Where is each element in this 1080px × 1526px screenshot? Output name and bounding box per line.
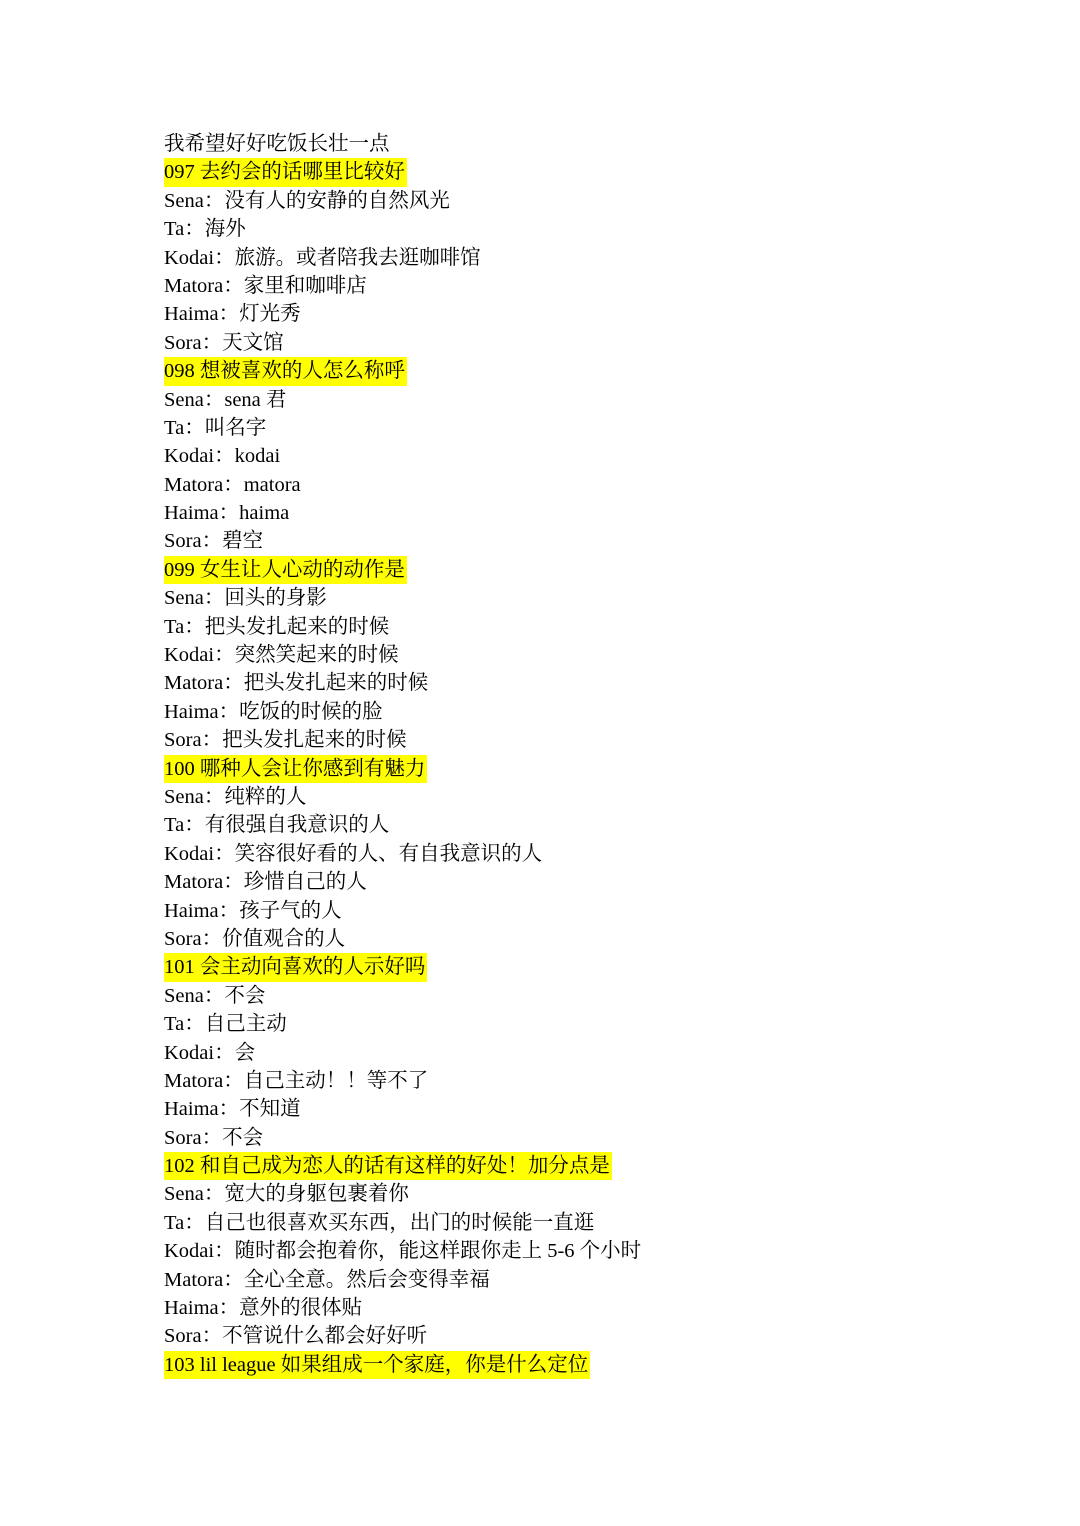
answer-text: Kodai：kodai bbox=[164, 445, 281, 468]
answer-line bbox=[164, 925, 1044, 953]
question-heading bbox=[164, 1152, 1044, 1180]
answer-line bbox=[164, 584, 1044, 612]
answer-line bbox=[164, 897, 1044, 925]
answer-text: Ta：有很强自我意识的人 bbox=[164, 814, 390, 837]
highlighted-question-text: 098 想被喜欢的人怎么称呼 bbox=[164, 357, 407, 385]
answer-line bbox=[164, 982, 1044, 1010]
answer-text: Sora：天文馆 bbox=[164, 331, 284, 354]
question-heading bbox=[164, 1351, 1044, 1379]
answer-line bbox=[164, 527, 1044, 555]
answer-text: Kodai：笑容很好看的人、有自我意识的人 bbox=[164, 842, 543, 865]
question-heading bbox=[164, 556, 1044, 584]
answer-line bbox=[164, 669, 1044, 697]
answer-text: 我希望好好吃饭长壮一点 bbox=[164, 133, 390, 155]
answer-text: Sora：把头发扎起来的时候 bbox=[164, 729, 407, 752]
answer-line bbox=[164, 471, 1044, 499]
answer-text: Sena：没有人的安静的自然风光 bbox=[164, 189, 450, 212]
answer-line bbox=[164, 811, 1044, 839]
answer-line bbox=[164, 641, 1044, 669]
highlighted-question-text: 097 去约会的话哪里比较好 bbox=[164, 158, 407, 186]
question-heading bbox=[164, 357, 1044, 385]
answer-text: Ta：叫名字 bbox=[164, 416, 267, 439]
highlighted-question-text: 099 女生让人心动的动作是 bbox=[164, 556, 407, 584]
answer-line bbox=[164, 840, 1044, 868]
answer-line bbox=[164, 698, 1044, 726]
answer-text: Haima：灯光秀 bbox=[164, 303, 301, 326]
answer-text: Sora：价值观合的人 bbox=[164, 927, 346, 950]
answer-line bbox=[164, 1180, 1044, 1208]
question-heading bbox=[164, 158, 1044, 186]
answer-line bbox=[164, 300, 1044, 328]
answer-text: Kodai：突然笑起来的时候 bbox=[164, 644, 399, 667]
answer-text: Haima：吃饭的时候的脸 bbox=[164, 700, 383, 723]
highlighted-question-text: 103 lil league 如果组成一个家庭，你是什么定位 bbox=[164, 1351, 590, 1379]
answer-line bbox=[164, 613, 1044, 641]
answer-line bbox=[164, 1266, 1044, 1294]
answer-line bbox=[164, 1209, 1044, 1237]
answer-line bbox=[164, 215, 1044, 243]
answer-line bbox=[164, 868, 1044, 896]
answer-text: Matora：珍惜自己的人 bbox=[164, 871, 367, 894]
answer-line bbox=[164, 1294, 1044, 1322]
answer-line bbox=[164, 1124, 1044, 1152]
answer-text: Kodai：随时都会抱着你，能这样跟你走上 5-6 个小时 bbox=[164, 1240, 642, 1263]
answer-text: Matora：自己主动！！等不了 bbox=[164, 1069, 429, 1092]
answer-text: Ta：海外 bbox=[164, 218, 246, 241]
highlighted-question-text: 100 哪种人会让你感到有魅力 bbox=[164, 755, 427, 783]
answer-line bbox=[164, 1039, 1044, 1067]
answer-line bbox=[164, 726, 1044, 754]
answer-text: Sora：碧空 bbox=[164, 530, 264, 553]
answer-line bbox=[164, 499, 1044, 527]
answer-text: Haima：孩子气的人 bbox=[164, 899, 342, 922]
answer-line bbox=[164, 187, 1044, 215]
highlighted-question-text: 101 会主动向喜欢的人示好吗 bbox=[164, 953, 427, 981]
answer-text: Ta：自己也很喜欢买东西，出门的时候能一直逛 bbox=[164, 1211, 595, 1234]
answer-text: Matora：matora bbox=[164, 473, 301, 496]
answer-line bbox=[164, 386, 1044, 414]
answer-line bbox=[164, 1010, 1044, 1038]
question-heading bbox=[164, 953, 1044, 981]
answer-line bbox=[164, 244, 1044, 272]
answer-line bbox=[164, 1237, 1044, 1265]
answer-text: Sena：sena 君 bbox=[164, 388, 287, 411]
answer-text: Sora：不管说什么都会好好听 bbox=[164, 1325, 428, 1348]
answer-line bbox=[164, 1067, 1044, 1095]
answer-text: Kodai：旅游。或者陪我去逛咖啡馆 bbox=[164, 246, 481, 269]
answer-line bbox=[164, 1095, 1044, 1123]
answer-text: Ta：自己主动 bbox=[164, 1013, 287, 1036]
answer-line bbox=[164, 414, 1044, 442]
answer-text: Matora：家里和咖啡店 bbox=[164, 274, 367, 297]
answer-text: Sena：回头的身影 bbox=[164, 587, 327, 610]
answer-text: Haima：haima bbox=[164, 502, 290, 525]
answer-text: Sena：宽大的身躯包裹着你 bbox=[164, 1183, 409, 1206]
answer-text: Sena：不会 bbox=[164, 984, 266, 1007]
answer-line bbox=[164, 329, 1044, 357]
answer-text: Sena：纯粹的人 bbox=[164, 785, 307, 808]
answer-line bbox=[164, 272, 1044, 300]
answer-line bbox=[164, 1322, 1044, 1350]
answer-line bbox=[164, 130, 1044, 158]
answer-text: Ta：把头发扎起来的时候 bbox=[164, 615, 390, 638]
highlighted-question-text: 102 和自己成为恋人的话有这样的好处！加分点是 bbox=[164, 1152, 612, 1180]
answer-line bbox=[164, 783, 1044, 811]
answer-text: Kodai：会 bbox=[164, 1041, 256, 1064]
answer-text: Matora：全心全意。然后会变得幸福 bbox=[164, 1268, 490, 1291]
answer-text: Haima：不知道 bbox=[164, 1098, 301, 1121]
answer-text: Sora：不会 bbox=[164, 1126, 264, 1149]
document-body bbox=[164, 130, 1044, 1379]
answer-text: Haima：意外的很体贴 bbox=[164, 1297, 363, 1320]
answer-line bbox=[164, 442, 1044, 470]
question-heading bbox=[164, 755, 1044, 783]
answer-text: Matora：把头发扎起来的时候 bbox=[164, 672, 429, 695]
